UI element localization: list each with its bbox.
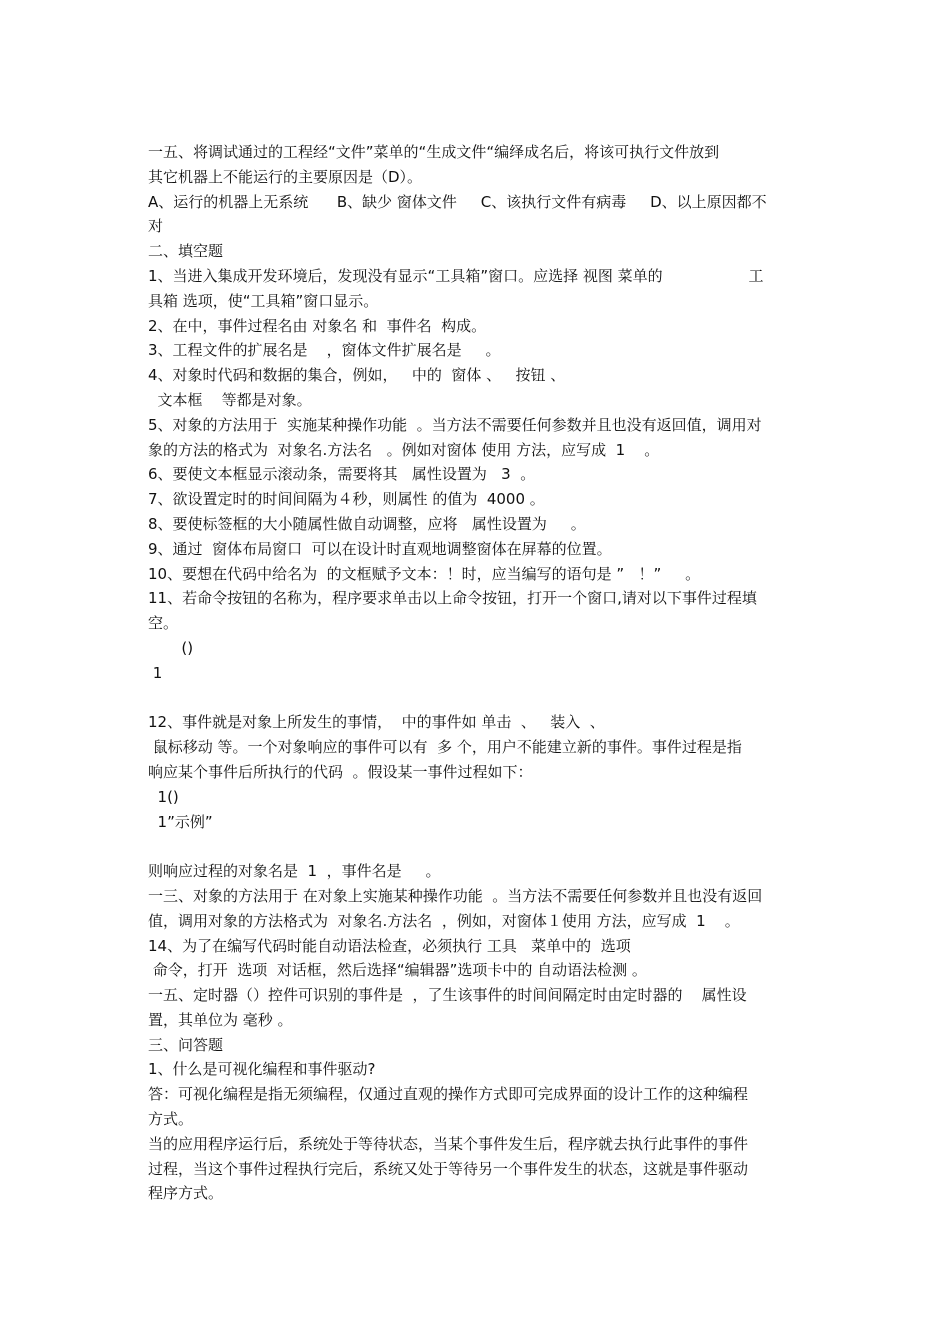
text-line: 1、什么是可视化编程和事件驱动? <box>148 1060 376 1079</box>
text-line: 5、对象的方法用于 实施某种操作功能 。当方法不需要任何参数并且也没有返回值，调用对 <box>148 415 762 434</box>
text-line: 对 <box>148 217 164 236</box>
text-line: 8、要使标签框的大小随属性做自动调整，应将 属性设置为 。 <box>148 514 586 533</box>
text-line: 1”示例” <box>148 812 213 831</box>
text-line: 3、工程文件的扩展名是 ，窗体文件扩展名是 。 <box>148 341 501 360</box>
text-line: 置，其单位为 毫秒 。 <box>148 1010 293 1029</box>
text-line: 一五、将调试通过的工程经“文件”菜单的“生成文件“编绎成名后，将该可执行文件放到 <box>148 143 720 161</box>
text-line: 一三、对象的方法用于 在对象上实施某种操作功能 。当方法不需要任何参数并且也没有返回 <box>148 886 763 905</box>
text-line: 4、对象时代码和数据的集合，例如， 中的 窗体 、 按钮 、 <box>148 366 566 385</box>
text-line: 12、事件就是对象上所发生的事情， 中的事件如 单击 、 装入 、 <box>148 713 605 732</box>
text-line: 9、通过 窗体布局窗口 可以在设计时直观地调整窗体在屏幕的位置。 <box>148 539 612 558</box>
text-line: 程序方式。 <box>148 1184 224 1203</box>
text-line: 命令，打开 选项 对话框，然后选择“编辑器”选项卡中的 自动语法检测 。 <box>148 961 647 980</box>
text-line: 6、要使文本框显示滚动条，需要将其 属性设置为 3 。 <box>148 465 536 484</box>
text-line: 2、在中，事件过程名由 对象名 和 事件名 构成。 <box>148 316 487 335</box>
text-line: 鼠标移动 等。一个对象响应的事件可以有 多 个，用户不能建立新的事件。事件过程是指 <box>148 738 742 757</box>
text-line: 当的应用程序运行后，系统处于等待状态，当某个事件发生后，程序就去执行此事件的事件 <box>148 1134 749 1153</box>
text-line: 具箱 选项，使“工具箱”窗口显示。 <box>148 291 379 310</box>
text-line: 过程，当这个事件过程执行完后，系统又处于等待另一个事件发生的状态，这就是事件驱动 <box>148 1159 749 1178</box>
text-line: 1、当进入集成开发环境后，发现没有显示“工具箱”窗口。应选择 视图 菜单的 工 <box>148 266 764 285</box>
text-line: 则响应过程的对象名是 1 ，事件名是 。 <box>148 862 441 881</box>
text-line: 象的方法的格式为 对象名.方法名 。例如对窗体 使用 方法，应写成 1 。 <box>148 440 660 459</box>
text-line: 1() <box>148 787 179 806</box>
text-line: 文本框 等都是对象。 <box>148 390 312 409</box>
document-body <box>148 140 808 1206</box>
text-line: 10、要想在代码中给名为 的文框赋予文本：！时，应当编写的语句是 ” ！” 。 <box>148 564 701 583</box>
text-line: A、运行的机器上无系统 B、缺少 窗体文件 C、该执行文件有病毒 D、以上原因都不 <box>148 192 767 211</box>
text-line: 值，调用对象的方法格式为 对象名.方法名 ，例如，对窗体１使用 方法，应写成 1 。 <box>148 911 740 930</box>
text-line: 答：可视化编程是指无须编程，仅通过直观的操作方式即可完成界面的设计工作的这种编程 <box>148 1085 749 1104</box>
text-line: 方式。 <box>148 1110 194 1129</box>
text-line: 三、问答题 <box>148 1035 224 1054</box>
text-line: 空。 <box>148 614 179 633</box>
text-line: 其它机器上不能运行的主要原因是（D）。 <box>148 167 423 186</box>
text-line: 响应某个事件后所执行的代码 。假设某一事件过程如下： <box>148 762 533 781</box>
blank-line <box>148 834 808 859</box>
text-line: () <box>148 638 194 657</box>
text-line: 1 <box>148 663 163 682</box>
blank-line <box>148 686 808 711</box>
text-line: 11、若命令按钮的名称为，程序要求单击以上命令按钮，打开一个窗口,请对以下事件过程填 <box>148 589 757 608</box>
text-line: 一五、定时器（）控件可识别的事件是 ，了生该事件的时间间隔定时由定时器的 属性设 <box>148 986 747 1005</box>
text-line: 14、为了在编写代码时能自动语法检查，必须执行 工具 菜单中的 选项 <box>148 936 631 955</box>
text-line: 7、欲设置定时的时间间隔为４秒，则属性 的值为 4000 。 <box>148 490 545 509</box>
text-line: 二、填空题 <box>148 242 224 261</box>
